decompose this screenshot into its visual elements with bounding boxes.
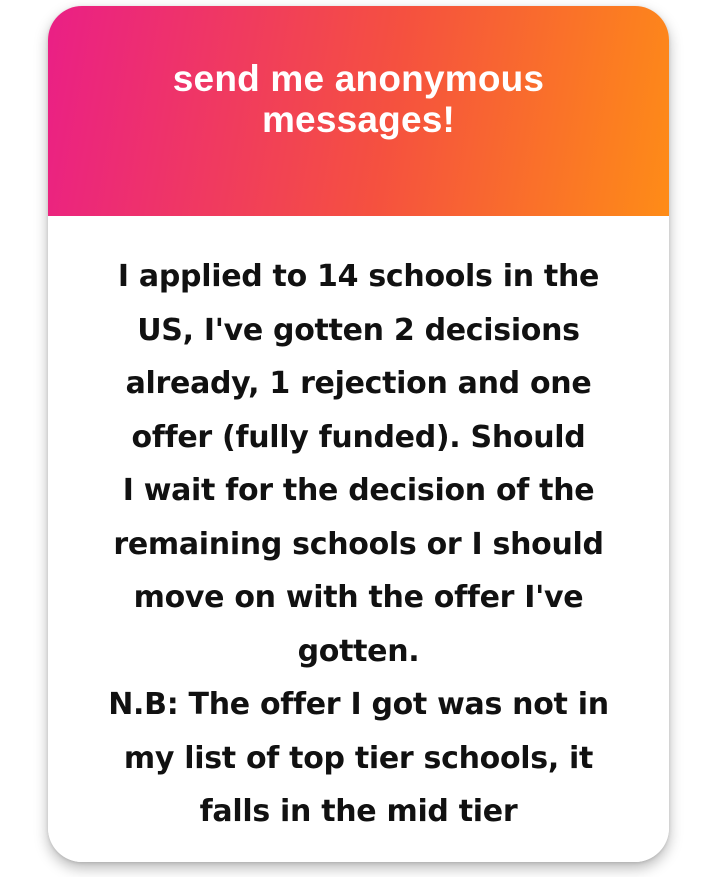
message-text: I applied to 14 schools in the US, I've gotten 2 decisions already, 1 rejection and one offer (fully funded). Should I wait for the decision of the remaining schools or I should move on with the offer I've gotten. N.B: The offer I got was not in my list of top tier schools, it falls in the mid tier [108,259,609,829]
card-body [48,216,669,862]
card-header [48,6,669,216]
header-title: send me anonymous messages! [172,58,545,140]
anonymous-message-card [48,6,669,862]
